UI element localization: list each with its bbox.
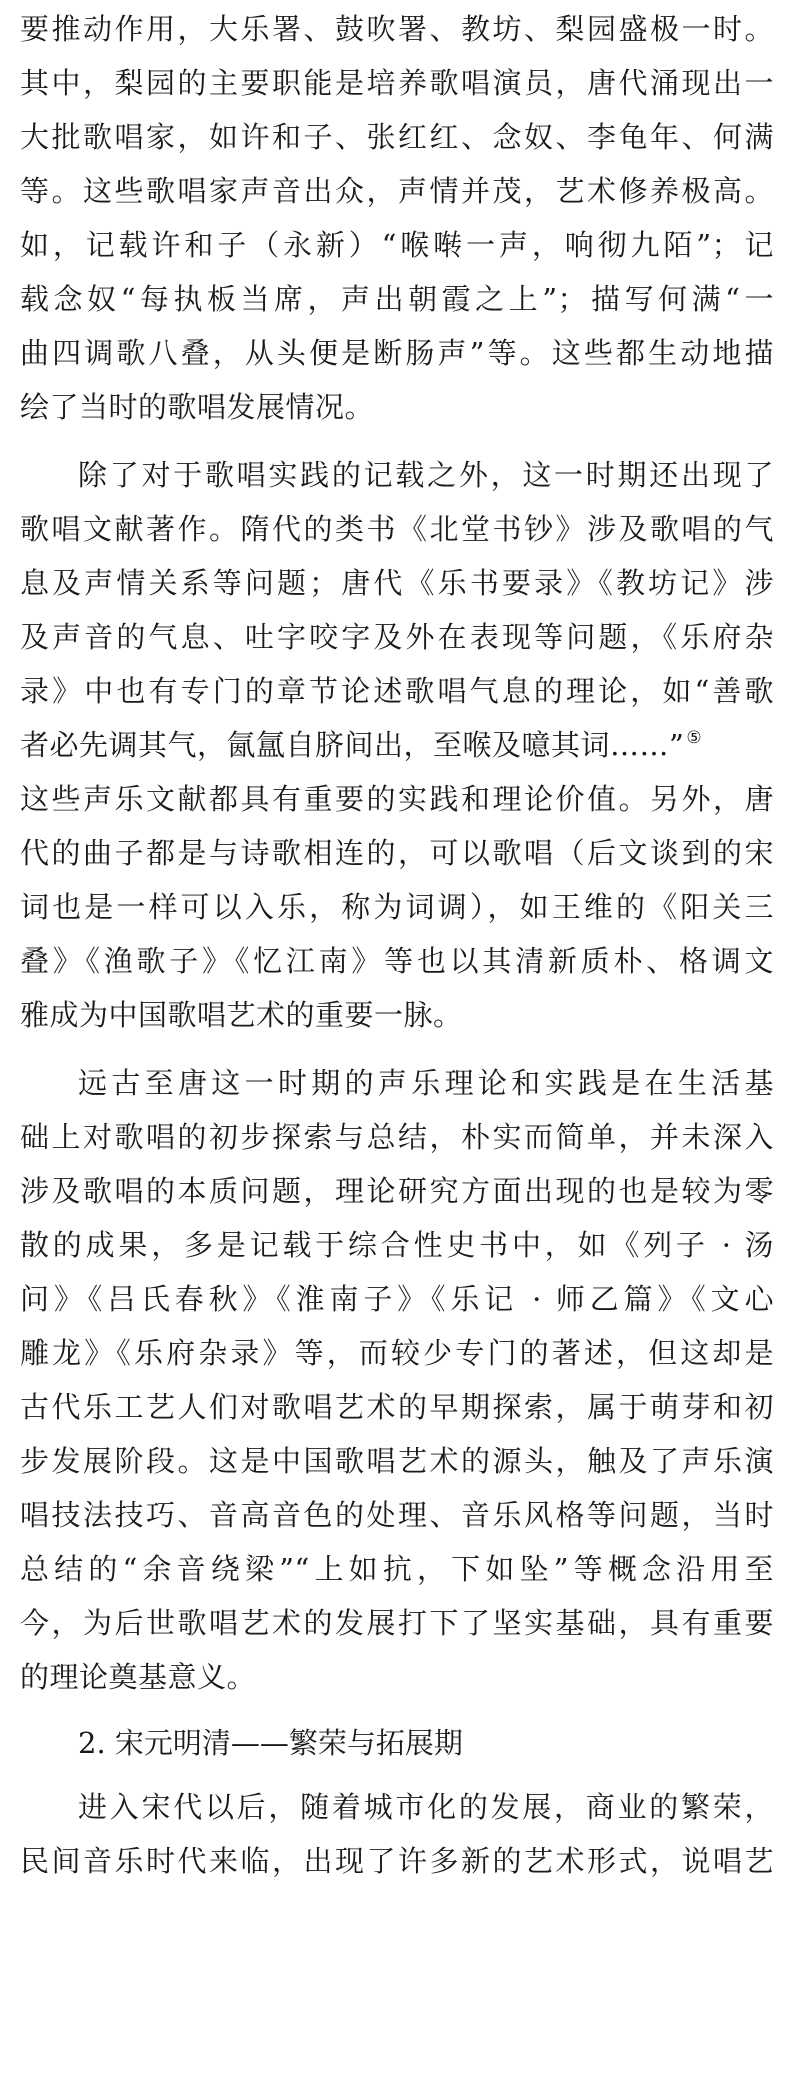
text-line: 叠》《渔歌子》《忆江南》等也以其清新质朴、格调文 xyxy=(20,944,774,978)
text-line: 雅成为中国歌唱艺术的重要一脉。 xyxy=(20,998,463,1032)
footnote-marker[interactable]: ⑤ xyxy=(686,728,703,748)
text-line: 者必先调其气，氤氲自脐间出，至喉及噫其词……” xyxy=(20,728,685,762)
text-line: 代的曲子都是与诗歌相连的，可以歌唱（后文谈到的宋 xyxy=(20,836,774,870)
text-line: 大批歌唱家，如许和子、张红红、念奴、李龟年、何满 xyxy=(20,120,774,154)
text-line: 进入宋代以后，随着城市化的发展，商业的繁荣， xyxy=(78,1790,774,1824)
text-line: 步发展阶段。这是中国歌唱艺术的源头，触及了声乐演 xyxy=(20,1444,774,1478)
section-heading: 2. 宋元明清——繁荣与拓展期 xyxy=(78,1726,463,1760)
text-line: 等。这些歌唱家声音出众，声情并茂，艺术修养极高。 xyxy=(20,174,774,208)
text-line-with-footnote xyxy=(20,718,774,772)
text-line: 远古至唐这一时期的声乐理论和实践是在生活基 xyxy=(78,1066,774,1100)
text-line: 息及声情关系等问题；唐代《乐书要录》《教坊记》涉 xyxy=(20,566,774,600)
text-line: 散的成果，多是记载于综合性史书中，如《列子 · 汤 xyxy=(20,1228,774,1262)
text-line: 涉及歌唱的本质问题，理论研究方面出现的也是较为零 xyxy=(20,1174,774,1208)
text-line: 如，记载许和子（永新）“喉啭一声，响彻九陌”；记 xyxy=(20,228,774,262)
text-line: 录》中也有专门的章节论述歌唱气息的理论，如“善歌 xyxy=(20,674,774,708)
text-line: 础上对歌唱的初步探索与总结，朴实而简单，并未深入 xyxy=(20,1120,774,1154)
text-line: 及声音的气息、吐字咬字及外在表现等问题，《乐府杂 xyxy=(20,620,774,654)
text-line: 这些声乐文献都具有重要的实践和理论价值。另外，唐 xyxy=(20,782,774,816)
text-line: 其中，梨园的主要职能是培养歌唱演员，唐代涌现出一 xyxy=(20,66,774,100)
text-line: 的理论奠基意义。 xyxy=(20,1660,257,1694)
text-line: 古代乐工艺人们对歌唱艺术的早期探索，属于萌芽和初 xyxy=(20,1390,774,1424)
text-line: 载念奴“每执板当席，声出朝霞之上”；描写何满“一 xyxy=(20,282,774,316)
paragraph-3 xyxy=(20,1056,774,1704)
text-line: 歌唱文献著作。隋代的类书《北堂书钞》涉及歌唱的气 xyxy=(20,512,774,546)
text-line: 雕龙》《乐府杂录》等，而较少专门的著述，但这却是 xyxy=(20,1336,774,1370)
text-line: 除了对于歌唱实践的记载之外，这一时期还出现了 xyxy=(78,458,774,492)
paragraph-4 xyxy=(20,1780,774,1888)
text-line: 绘了当时的歌唱发展情况。 xyxy=(20,390,375,424)
text-line: 总结的“余音绕梁”“上如抗，下如坠”等概念沿用至 xyxy=(20,1552,774,1586)
text-line: 要推动作用，大乐署、鼓吹署、教坊、梨园盛极一时。 xyxy=(20,12,774,46)
text-line: 曲四调歌八叠，从头便是断肠声”等。这些都生动地描 xyxy=(20,336,774,370)
text-line: 词也是一样可以入乐，称为词调），如王维的《阳关三 xyxy=(20,890,774,924)
paragraph-2 xyxy=(20,448,774,1042)
text-line: 今，为后世歌唱艺术的发展打下了坚实基础，具有重要 xyxy=(20,1606,774,1640)
text-line: 民间音乐时代来临，出现了许多新的艺术形式，说唱艺 xyxy=(20,1844,774,1878)
text-line: 唱技法技巧、音高音色的处理、音乐风格等问题，当时 xyxy=(20,1498,774,1532)
paragraph-1 xyxy=(20,2,774,434)
text-line: 问》《吕氏春秋》《淮南子》《乐记 · 师乙篇》《文心 xyxy=(20,1282,774,1316)
